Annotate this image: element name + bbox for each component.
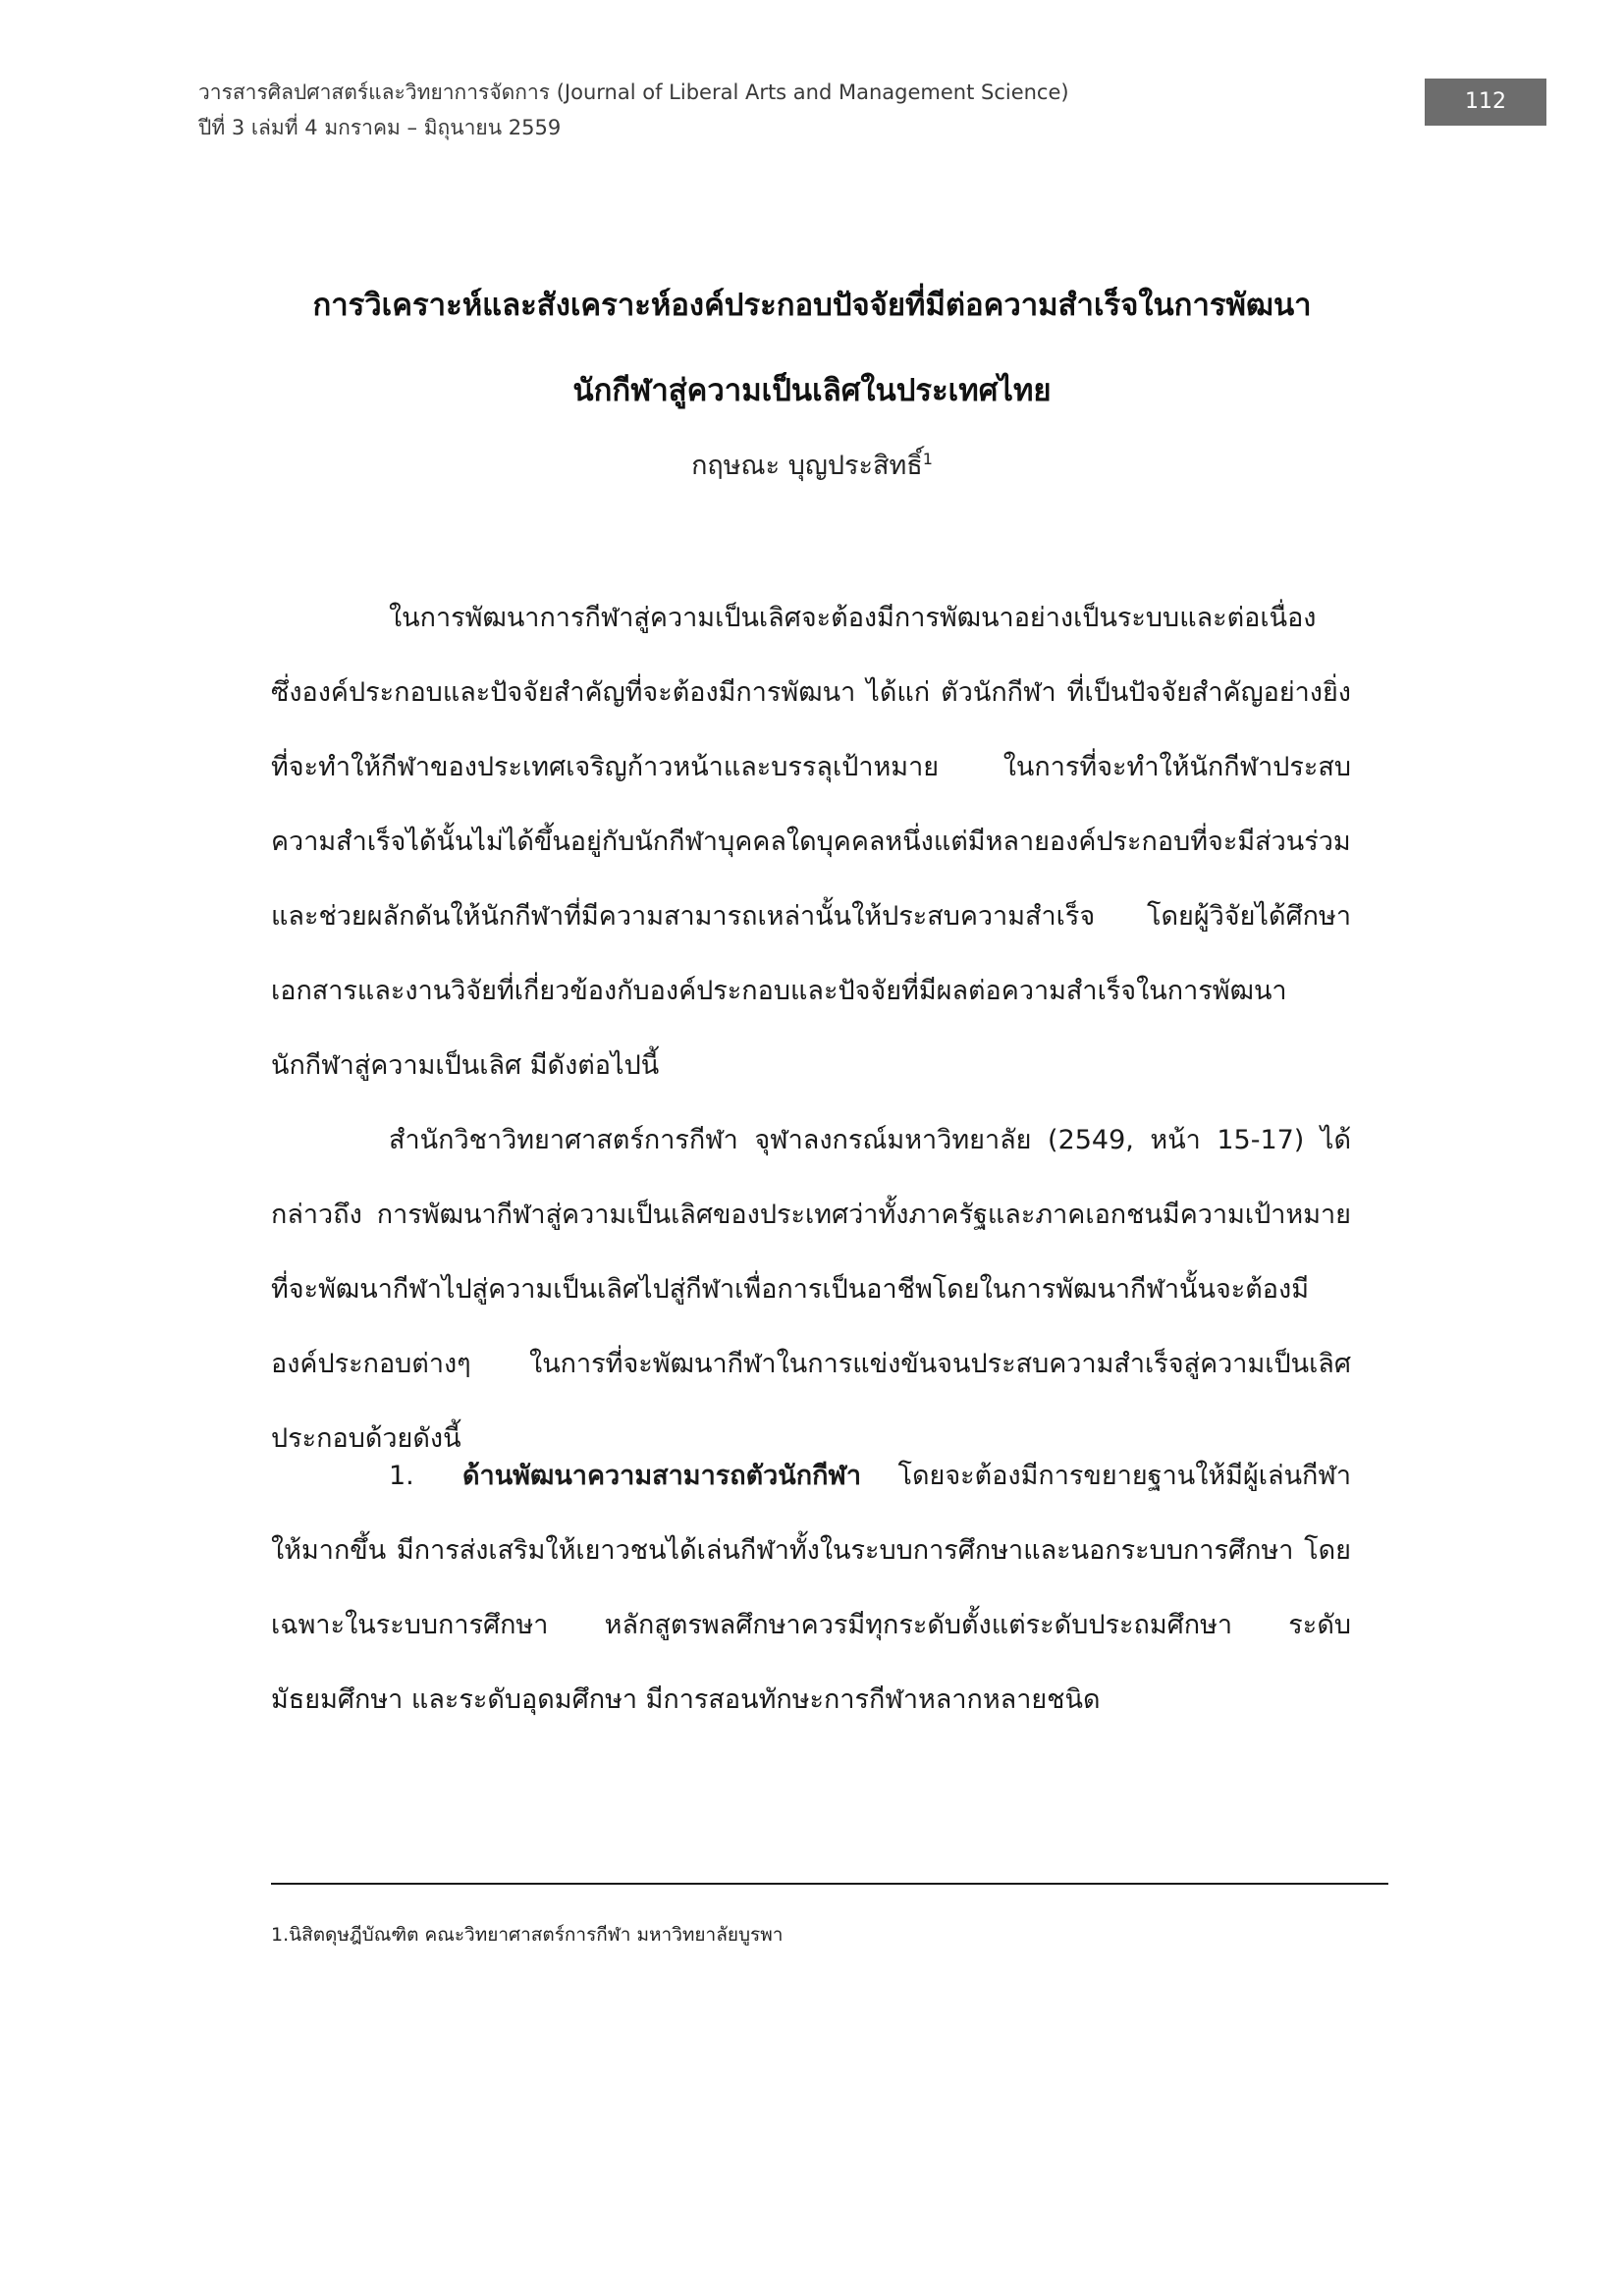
- issue-info: ปีที่ 3 เล่มที่ 4 มกราคม – มิถุนายน 2559: [198, 116, 562, 139]
- list-item-1: [271, 1439, 1351, 1737]
- journal-name: วารสารศิลปศาสตร์และวิทยาการจัดการ (Journal of Liberal Arts and Management Science): [198, 80, 1069, 104]
- body-paragraph-2: สำนักวิชาวิทยาศาสตร์การกีฬา จุฬาลงกรณ์มหาวิทยาลัย (2549, หน้า 15-17) ได้กล่าวถึง การพัฒนากีฬาสู่ความเป็นเลิศของประเทศว่าทั้งภาครัฐและภาคเอกชนมีความเป้าหมายที่จะพัฒนากีฬาไปสู่ความเป็นเลิศไปสู่กีฬาเพื่อการเป็นอาชีพโดยในการพัฒนากีฬานั้นจะต้องมีองค์ประกอบต่างๆ ในการที่จะพัฒนากีฬาในการแข่งขันจนประสบความสำเร็จสู่ความเป็นเลิศประกอบด้วยดังนี้: [271, 1125, 1351, 1454]
- list-item-heading: ด้านพัฒนาความสามารถตัวนักกีฬา: [462, 1461, 862, 1491]
- list-item-text: โดยจะต้องมีการขยายฐานให้มีผู้เล่นกีฬาให้มากขึ้น มีการส่งเสริมให้เยาวชนได้เล่นกีฬาทั้งในระบบการศึกษาและนอกระบบการศึกษา โดยเฉพาะในระบบการศึกษา หลักสูตรพลศึกษาควรมีทุกระดับตั้งแต่ระดับประถมศึกษา ระดับมัธยมศึกษา และระดับอุดมศึกษา มีการสอนทักษะการกีฬาหลากหลายชนิด: [271, 1461, 1351, 1715]
- footnote: 1.นิสิตดุษฎีบัณฑิต คณะวิทยาศาสตร์การกีฬา มหาวิทยาลัยบูรพา: [271, 1924, 784, 1946]
- body-paragraph-1: ในการพัฒนาการกีฬาสู่ความเป็นเลิศจะต้องมีการพัฒนาอย่างเป็นระบบและต่อเนื่อง ซึ่งองค์ประกอบและปัจจัยสำคัญที่จะต้องมีการพัฒนา ได้แก่ ตัวนักกีฬา ที่เป็นปัจจัยสำคัญอย่างยิ่งที่จะทำให้กีฬาของประเทศเจริญก้าวหน้าและบรรลุเป้าหมาย ในการที่จะทำให้นักกีฬาประสบความสำเร็จได้นั้นไม่ได้ขึ้นอยู่กับนักกีฬาบุคคลใดบุคคลหนึ่งแต่มีหลายองค์ประกอบที่จะมีส่วนร่วมและช่วยผลักดันให้นักกีฬาที่มีความสามารถเหล่านั้นให้ประสบความสำเร็จ โดยผู้วิจัยได้ศึกษาเอกสารและงานวิจัยที่เกี่ยวข้องกับองค์ประกอบและปัจจัยที่มีผลต่อความสำเร็จในการพัฒนานักกีฬาสู่ความเป็นเลิศ มีดังต่อไปนี้: [271, 603, 1351, 1081]
- list-item-number: 1.: [389, 1461, 414, 1491]
- article-title-line-1: การวิเคราะห์และสังเคราะห์องค์ประกอบปัจจัยที่มีต่อความสำเร็จในการพัฒนา: [312, 288, 1312, 323]
- journal-header: [198, 75, 1377, 145]
- page-number-badge: 112: [1425, 79, 1546, 126]
- article-title-line-2: นักกีฬาสู่ความเป็นเลิศในประเทศไทย: [572, 373, 1052, 408]
- author-footnote-mark: 1: [922, 450, 933, 468]
- author-name: [198, 444, 1426, 486]
- author-name-text: กฤษณะ บุญประสิทธิ์: [691, 451, 923, 481]
- footnote-divider: [271, 1883, 1388, 1885]
